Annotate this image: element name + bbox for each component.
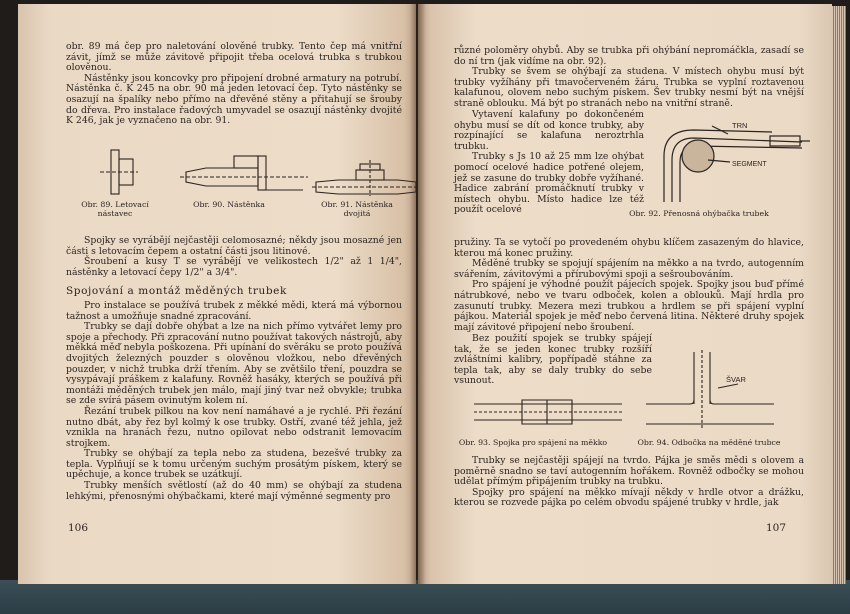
left-body	[66, 236, 402, 502]
figure-94-branch	[638, 348, 778, 432]
caption-obr-90: Obr. 90. Nástěnka	[193, 200, 265, 209]
paragraph: Šroubení a kusy T se vyrábějí ve velikostech 1/2" až 1 1/4", nástěnky a letovací čepy 1/2" a 3/4".	[66, 256, 402, 278]
paragraph: Trubky se nejčastěji spájejí na tvrdo. Pájka je směs mědi s olovem a poměrně snadno se taví autogenním hořákem. Rovněž odbočky se mohou udělat přímým připájením trubky na trubku.	[454, 455, 804, 488]
figures-89-91	[98, 142, 416, 204]
paragraph: obr. 89 má čep pro naletování olověné trubky. Tento čep má vnitřní závit, jímž se může závitově připojit třeba ocelová trubka s trubkou olověnou.	[66, 41, 402, 74]
right-top	[454, 46, 804, 110]
paragraph: Trubky se dají dobře ohýbat a lze na nich přímo vytvářet lemy pro spoje a přechody. Při zpracování nutno používat takových nástrojů, aby měkká měď nebyla poškozena. Při upínání do svěráku se proto používá dvojitých železných pouzder s olověnou vložkou, nebo dřevěných pouzder, v nichž trubka drží třením. Aby se zvětšilo tření, pouzdra se vysypávají práškem z kalafuny. Rovněž hasáky, kterých se používá při montáži měděných trubek jen málo, mají jiný tvar než obvykle; trubka se zde svírá pásem ovinutým kolem ní.	[66, 321, 402, 407]
right-bottom	[454, 456, 804, 509]
paragraph: Nástěnky jsou koncovky pro připojení drobné armatury na potrubí. Nástěnka č. K 245 na obr. 90 má jeden letovací čep. Tyto nástěnky se osazují na špalíky nebo přímo na dřevěné stěny a přitahují se šrouby do dřeva. Pro instalace řadových umyvadel se osazují nástěnky dvojité K 246, jak je vyznačeno na obr. 91.	[66, 72, 402, 127]
paragraph: různé poloměry ohybů. Aby se trubka při ohýbání nepromáčkla, zasadí se do ní trn (jak vidíme na obr. 92).	[454, 45, 804, 67]
book-edge	[0, 580, 850, 614]
label-svar: ŠVAR	[726, 375, 746, 384]
paragraph: Pro instalace se používá trubek z měkké mědi, která má výbornou tažnost a umožňuje snadné zpracování.	[66, 299, 402, 322]
paragraph: Měděné trubky se spojují spájením na měkko a na tvrdo, autogenním svářením, závitovými a přírubovými spoji a sešroubováním.	[454, 258, 804, 280]
paragraph: Trubky menších světlostí (až do 40 mm) se ohýbají za studena lehkými, přenosnými ohýbačkami, které mají výměnné segmenty pro	[66, 480, 402, 502]
caption-obr-93: Obr. 93. Spojka pro spájení na měkko	[458, 438, 608, 447]
section-heading: Spojování a montáž měděných trubek	[66, 285, 287, 298]
right-mid	[454, 238, 804, 333]
right-wrap-text-2	[454, 334, 652, 387]
paragraph: Spojky pro spájení na měkko mívají někdy v hrdle otvor a drážku, kterou se rozvede pájka po celém obvodu spájené trubky v hrdle, jak	[454, 486, 804, 509]
page-number: 106	[68, 522, 89, 534]
paragraph: Trubky se ohýbají za tepla nebo za studena, bezešvé trubky za tepla. Vyplňují se k tomu určeným suchým prosátým pískem, který se upěchuje, a konce trubek se uzátkují.	[66, 448, 402, 481]
label-trn: TRN	[732, 121, 748, 130]
paragraph: Trubky se švem se ohýbají za studena. V místech ohybu musí být trubky vyžíhány při tmavočerveném žáru. Trubka se vyplní roztavenou kalafunou, olovem nebo suchým pískem. Šev trubky nesmí být na vnější straně oblouku. Má být po stranách nebo na vnitřní straně.	[454, 66, 804, 109]
book-gutter	[410, 4, 426, 584]
figure-92-bending-tool	[652, 116, 812, 208]
label-segment: SEGMENT	[732, 161, 767, 168]
paragraph: pružiny. Ta se vytočí po provedeném ohybu klíčem zasazeným do hlavice, kterou má konec pružiny.	[454, 237, 804, 259]
paragraph: Vytavení kalafuny po dokončeném ohybu musí se dít od konce trubky, aby rozpínající se kalafuna neroztrhla trubku.	[454, 109, 644, 152]
paragraph: Řezání trubek pilkou na kov není namáhavé a je rychlé. Při řezání nutno dbát, aby řez byl kolmý k ose trubky. Ostří, zvané též jehla, jež vznikla na hranách řezu, nutno opilovat nebo odstranit lemovacím strojkem.	[66, 405, 402, 449]
caption-obr-91: Obr. 91. Nástěnka dvojitá	[321, 200, 393, 218]
paragraph: Spojky se vyrábějí nejčastěji celomosazné; někdy jsou mosazné jen části s letovacím čepem a ostatní části jsou litinové.	[66, 235, 402, 257]
right-page	[418, 4, 832, 584]
paragraph: Trubky s Js 10 až 25 mm lze ohýbat pomocí ocelové hadice potřené olejem, jež se zasune do trubky dobře vyžíhané. Hadice zabrání promáčknutí trubky v místech ohybu. Místo hadice lze též použít ocelové	[454, 151, 644, 216]
figure-93-coupling	[472, 394, 622, 428]
page-number: 107	[766, 522, 787, 534]
caption-obr-94: Obr. 94. Odbočka na měděné trubce	[637, 438, 781, 447]
right-wrap-text	[454, 110, 644, 216]
left-intro	[66, 42, 402, 127]
left-page	[18, 4, 416, 584]
caption-obr-89: Obr. 89. Letovací nástavec	[81, 200, 149, 218]
paragraph: Bez použití spojek se trubky spájejí tak, že se jeden konec trubky rozšíří zvláštními kalibry, popřípadě stáhne za tepla tak, aby se daly trubky do sebe vsunout.	[454, 333, 652, 387]
paragraph: Pro spájení je výhodné použít pájecích spojek. Spojky jsou buď přímé nátrubkové, nebo ve tvaru odboček, kolen a oblouků. Mají hrdla pro zasunutí trubky. Mezera mezi trubkou a hrdlem se při spájení vyplní pájkou. Materiál spojek je měď nebo červená litina. Některé druhy spojek mají závitové připojení nebo šroubení.	[454, 279, 804, 333]
caption-obr-92: Obr. 92. Přenosná ohýbačka trubek	[629, 209, 769, 218]
page-edges	[832, 6, 846, 584]
